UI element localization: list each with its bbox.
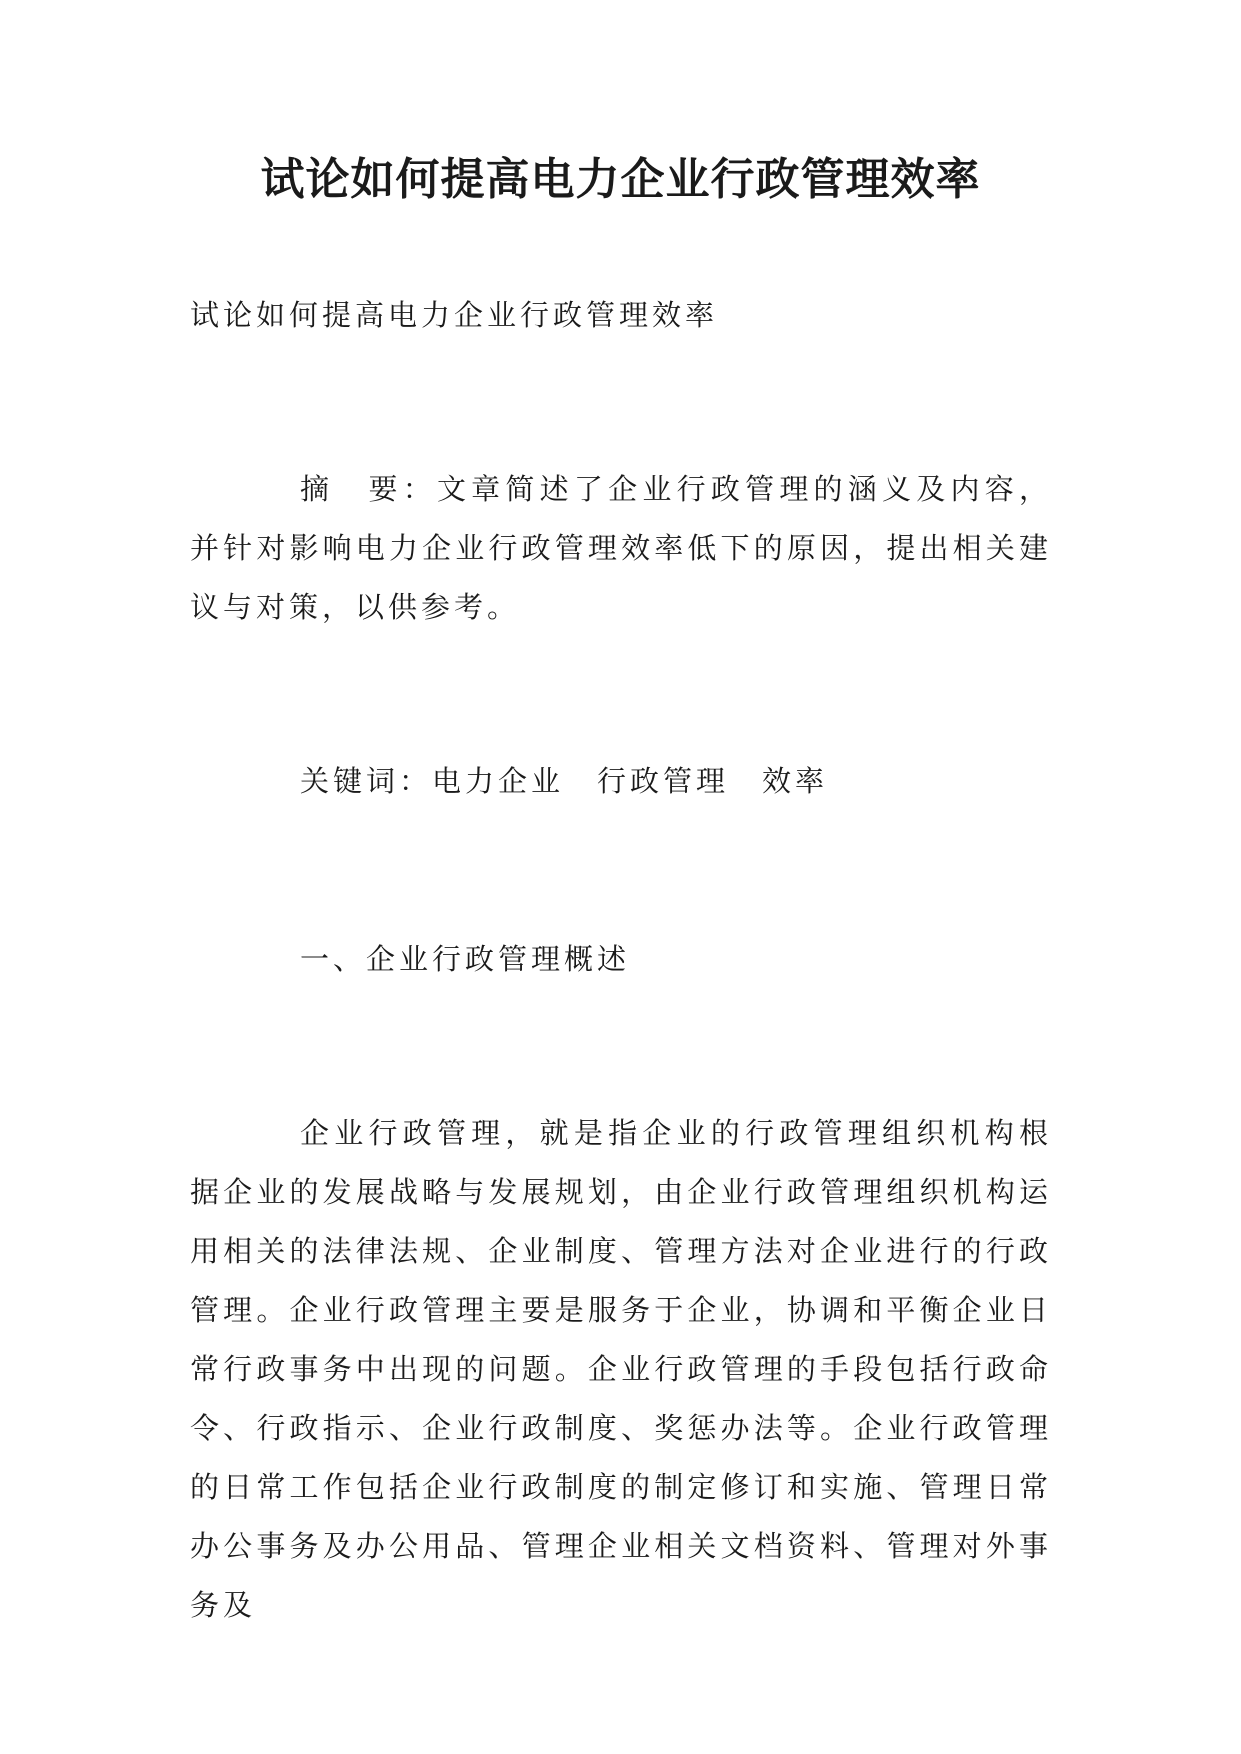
document-subtitle: 试论如何提高电力企业行政管理效率 bbox=[190, 298, 719, 332]
section-heading: 一、企业行政管理概述 bbox=[300, 942, 631, 976]
keywords-line: 关键词：电力企业 行政管理 效率 bbox=[300, 764, 829, 798]
body-paragraph: 企业行政管理，就是指企业的行政管理组织机构根据企业的发展战略与发展规划，由企业行政管理组织机构运用相关的法律法规、企业制度、管理方法对企业进行的行政管理。企业行政管理主要是服务于企业，协调和平衡企业日常行政事务中出现的问题。企业行政管理的手段包括行政命令、行政指示、企业行政制度、奖惩办法等。企业行政管理的日常工作包括企业行政制度的制定修订和实施、管理日常办公事务及办公用品、管理企业相关文档资料、管理对外事务及 bbox=[190, 1116, 1052, 1622]
document-title: 试论如何提高电力企业行政管理效率 bbox=[260, 154, 981, 205]
abstract-paragraph: 摘 要：文章简述了企业行政管理的涵义及内容，并针对影响电力企业行政管理效率低下的原因，提出相关建议与对策，以供参考。 bbox=[190, 472, 1052, 624]
